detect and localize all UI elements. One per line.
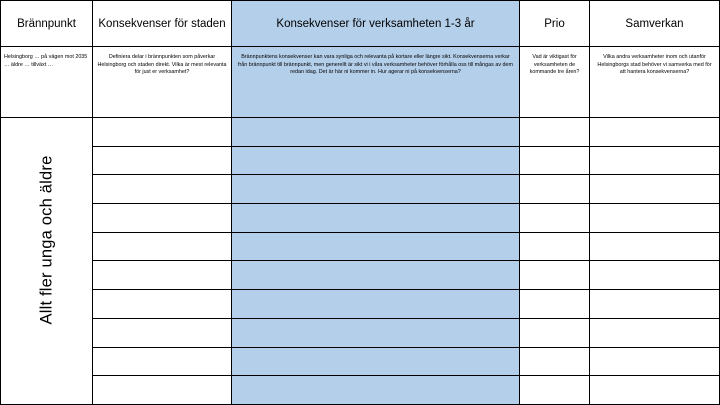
header-row xyxy=(1,1,720,47)
input-cell-verksamheten[interactable] xyxy=(232,261,520,290)
input-cell-samverkan[interactable] xyxy=(590,175,720,204)
input-cell-verksamheten[interactable] xyxy=(232,376,520,405)
table-row xyxy=(1,347,720,376)
table-row xyxy=(1,318,720,347)
header-samverkan: Samverkan xyxy=(590,1,720,47)
input-cell-samverkan[interactable] xyxy=(590,204,720,233)
input-cell-staden[interactable] xyxy=(93,376,232,405)
desc-prio: Vad är viktigast för verksamheten de kommande tre åren? xyxy=(520,47,590,118)
table-row xyxy=(1,175,720,204)
input-cell-prio[interactable] xyxy=(520,261,590,290)
input-cell-samverkan[interactable] xyxy=(590,261,720,290)
input-cell-samverkan[interactable] xyxy=(590,376,720,405)
input-cell-verksamheten[interactable] xyxy=(232,175,520,204)
input-cell-verksamheten[interactable] xyxy=(232,204,520,233)
input-cell-prio[interactable] xyxy=(520,204,590,233)
table-row xyxy=(1,376,720,405)
input-cell-samverkan[interactable] xyxy=(590,347,720,376)
input-cell-verksamheten[interactable] xyxy=(232,347,520,376)
table-row xyxy=(1,146,720,175)
input-cell-prio[interactable] xyxy=(520,318,590,347)
desc-samverkan: Vilka andra verksamheter inom och utanför Helsingborgs stad behöver vi samverka med för att hantera konsekvenserna? xyxy=(590,47,720,118)
table-row xyxy=(1,232,720,261)
input-cell-samverkan[interactable] xyxy=(590,232,720,261)
input-cell-samverkan[interactable] xyxy=(590,318,720,347)
input-cell-prio[interactable] xyxy=(520,232,590,261)
desc-konsekvenser-staden: Definiera delar i brännpunkten som påverkar Helsingborg och staden direkt. Vilka är mest relevanta för just er verksamhet? xyxy=(93,47,232,118)
description-row xyxy=(1,47,720,118)
header-konsekvenser-staden: Konsekvenser för staden xyxy=(93,1,232,47)
header-konsekvenser-verksamheten: Konsekvenser för verksamheten 1-3 år xyxy=(232,1,520,47)
input-cell-prio[interactable] xyxy=(520,347,590,376)
input-cell-verksamheten[interactable] xyxy=(232,146,520,175)
input-cell-staden[interactable] xyxy=(93,261,232,290)
side-label: Allt fler unga och äldre xyxy=(37,155,56,325)
input-cell-staden[interactable] xyxy=(93,175,232,204)
header-branpunkt: Brännpunkt xyxy=(1,1,93,47)
input-cell-verksamheten[interactable] xyxy=(232,118,520,147)
input-cell-prio[interactable] xyxy=(520,118,590,147)
desc-branpunkt: Helsingborg … på vägen mot 2035 … äldre … tillväxt … xyxy=(1,47,93,118)
input-cell-staden[interactable] xyxy=(93,318,232,347)
input-cell-staden[interactable] xyxy=(93,347,232,376)
input-cell-samverkan[interactable] xyxy=(590,146,720,175)
table-row xyxy=(1,290,720,319)
input-cell-staden[interactable] xyxy=(93,204,232,233)
table-row xyxy=(1,118,720,147)
input-cell-staden[interactable] xyxy=(93,118,232,147)
input-cell-prio[interactable] xyxy=(520,376,590,405)
input-cell-staden[interactable] xyxy=(93,232,232,261)
input-cell-prio[interactable] xyxy=(520,146,590,175)
input-cell-staden[interactable] xyxy=(93,146,232,175)
table-row xyxy=(1,261,720,290)
header-prio: Prio xyxy=(520,1,590,47)
input-cell-verksamheten[interactable] xyxy=(232,232,520,261)
input-cell-prio[interactable] xyxy=(520,290,590,319)
input-cell-samverkan[interactable] xyxy=(590,290,720,319)
desc-konsekvenser-verksamheten: Brännpunktens konsekvenser kan vara synliga och relevanta på kortare eller längre sikt. Konsekvenserna verkar från brännpunkt till brännpunkt, men generellt är sikt vi i våra verksamheter behöver förhålla oss till mångas av dem redan idag. Det är här ni kommer in. Hur agerar ni på konsekvenserna? xyxy=(232,47,520,118)
input-cell-prio[interactable] xyxy=(520,175,590,204)
input-cell-verksamheten[interactable] xyxy=(232,318,520,347)
input-cell-staden[interactable] xyxy=(93,290,232,319)
input-cell-verksamheten[interactable] xyxy=(232,290,520,319)
table-row xyxy=(1,204,720,233)
input-cell-samverkan[interactable] xyxy=(590,118,720,147)
